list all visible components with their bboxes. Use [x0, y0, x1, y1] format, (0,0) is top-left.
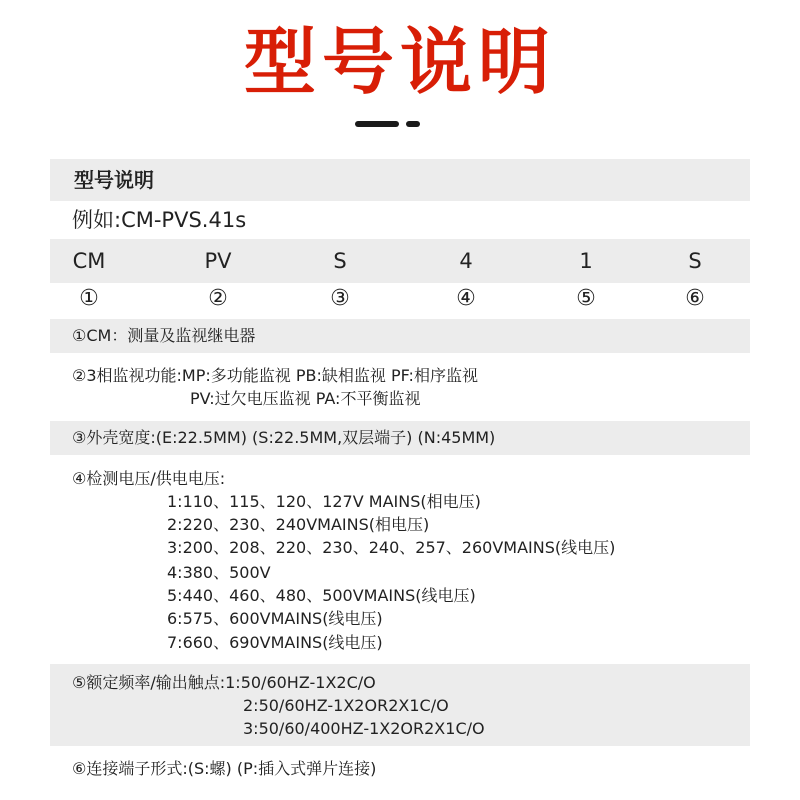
code-cell: 4	[459, 249, 473, 273]
section-4-line: 2:220、230、240VMAINS(相电压)	[167, 515, 430, 534]
marker-cell: ②	[208, 286, 228, 311]
section-5-line: 2:50/60HZ-1X2OR2X1C/O	[243, 696, 449, 715]
marker-cell: ③	[330, 286, 350, 311]
section-4-line: 6:575、600VMAINS(线电压)	[167, 609, 383, 628]
table-header-band	[50, 159, 750, 201]
section-4-line: 1:110、115、120、127V MAINS(相电压)	[167, 492, 481, 511]
section-4-line: 4:380、500V	[167, 563, 271, 582]
marker-cell: ①	[79, 286, 99, 311]
code-cell: 1	[579, 249, 593, 273]
section-5	[50, 664, 750, 746]
section-6	[50, 746, 750, 796]
section-3	[50, 421, 750, 455]
section-2	[50, 353, 750, 420]
code-cell: S	[333, 249, 347, 273]
marker-cell: ⑤	[576, 286, 596, 311]
section-4	[50, 455, 750, 663]
section-4-line: 5:440、460、480、500VMAINS(线电压)	[167, 586, 476, 605]
section-3-line: ③外壳宽度:(E:22.5MM) (S:22.5MM,双层端子) (N:45MM)	[72, 428, 496, 447]
code-cell: PV	[204, 249, 232, 273]
section-1	[50, 319, 750, 353]
marker-cell: ⑥	[685, 286, 705, 311]
code-row	[50, 239, 750, 283]
code-cell: CM	[72, 249, 106, 273]
table-header: 型号说明	[74, 168, 154, 192]
example-text: 例如:CM-PVS.41s	[72, 208, 247, 232]
section-5-line: 3:50/60/400HZ-1X2OR2X1C/O	[243, 719, 485, 738]
section-4-line: 3:200、208、220、230、240、257、260VMAINS(线电压)	[167, 538, 616, 557]
title-underline-dash	[355, 121, 399, 127]
example-row	[50, 201, 750, 239]
section-4-line: ④检测电压/供电电压:	[72, 469, 226, 488]
section-2-line: PV:过欠电压监视 PA:不平衡监视	[190, 389, 421, 408]
section-1-line: ①CM：测量及监视继电器	[72, 326, 256, 345]
page-title: 型号说明	[243, 20, 556, 104]
code-cell: S	[688, 249, 702, 273]
section-6-line: ⑥连接端子形式:(S:螺) (P:插入式弹片连接)	[72, 759, 377, 778]
title-underline-dot	[406, 121, 420, 127]
section-2-line: ②3相监视功能:MP:多功能监视 PB:缺相监视 PF:相序监视	[72, 366, 478, 385]
marker-row	[50, 283, 750, 319]
section-5-line: ⑤额定频率/输出触点:1:50/60HZ-1X2C/O	[72, 673, 376, 692]
marker-cell: ④	[456, 286, 476, 311]
section-4-line: 7:660、690VMAINS(线电压)	[167, 633, 383, 652]
